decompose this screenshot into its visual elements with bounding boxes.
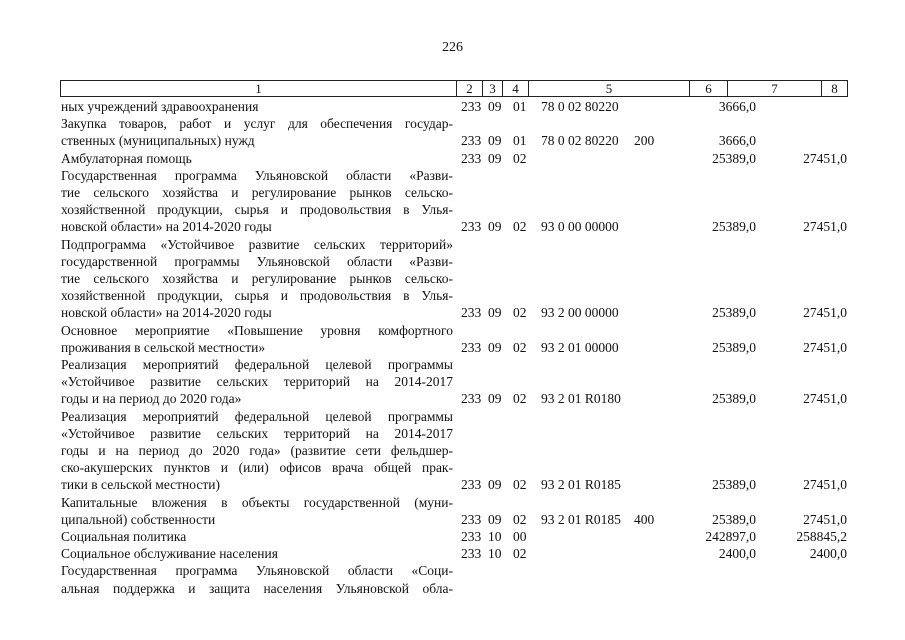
cell-c2: 233	[461, 391, 482, 407]
cell-c3: 09	[488, 511, 502, 527]
cell-c5: 78 0 02 80220	[541, 133, 619, 149]
cell-c5: 78 0 02 80220	[541, 98, 619, 114]
row-name	[61, 528, 453, 545]
cell-c2: 233	[461, 511, 482, 527]
cell-c4: 02	[513, 546, 527, 562]
row-name	[61, 167, 453, 236]
row-name-line: ско-акушерских пунктов и (или) офисов врача общей прак-	[61, 460, 453, 476]
row-name-line: «Устойчивое развитие сельских территорий на 2014-2017	[61, 374, 453, 390]
cell-c4: 02	[513, 391, 527, 407]
table-row	[0, 167, 905, 236]
header-col-7: 7	[727, 81, 821, 96]
row-name-line: новской области» на 2014-2020 годы	[61, 219, 272, 235]
cell-c5: 93 2 01 R0185	[541, 477, 621, 493]
row-name-line: хозяйственной продукции, сырья и продовольствия в Улья-	[61, 202, 453, 218]
row-name-line: Социальная политика	[61, 528, 187, 544]
table-header	[60, 80, 848, 97]
header-col-3: 3	[482, 81, 502, 96]
row-name-line: «Устойчивое развитие сельских территорий на 2014-2017	[61, 425, 453, 441]
row-name-line: Государственная программа Ульяновской области «Разви-	[61, 167, 453, 183]
row-name	[61, 545, 453, 562]
cell-c3: 09	[488, 98, 502, 114]
row-name-line: Амбулаторная помощь	[61, 150, 192, 166]
row-name-line: ных учреждений здравоохранения	[61, 99, 259, 114]
cell-c7: 25389,0	[712, 339, 756, 355]
row-name-line: годы и на период до 2020 года» (развитие сети фельдшер-	[61, 442, 453, 458]
cell-c3: 09	[488, 339, 502, 355]
row-name	[61, 322, 453, 356]
cell-c2: 233	[461, 528, 482, 544]
cell-c8: 27451,0	[803, 391, 847, 407]
table-row	[0, 236, 905, 322]
cell-c4: 02	[513, 511, 527, 527]
table-row	[0, 115, 905, 149]
cell-c2: 233	[461, 339, 482, 355]
cell-c3: 10	[488, 528, 502, 544]
cell-c7: 3666,0	[718, 133, 756, 149]
cell-c7: 25389,0	[712, 150, 756, 166]
row-name	[61, 356, 453, 408]
cell-c2: 233	[461, 305, 482, 321]
cell-c7: 2400,0	[718, 546, 756, 562]
cell-c4: 02	[513, 477, 527, 493]
cell-c3: 09	[488, 391, 502, 407]
row-name-line: Социальное обслуживание населения	[61, 546, 278, 562]
cell-c7: 25389,0	[712, 391, 756, 407]
table-row	[0, 528, 905, 545]
cell-c4: 01	[513, 98, 527, 114]
cell-c3: 09	[488, 133, 502, 149]
row-name-line: государственной программы Ульяновской области «Разви-	[61, 253, 453, 269]
cell-c8: 27451,0	[803, 305, 847, 321]
cell-c3: 09	[488, 477, 502, 493]
cell-c5: 93 2 01 R0185	[541, 511, 621, 527]
header-col-8: 8	[821, 81, 847, 96]
row-name-line: Реализация мероприятий федеральной целевой программы	[61, 408, 453, 424]
cell-c8: 258845,2	[796, 528, 847, 544]
cell-c8: 2400,0	[809, 546, 847, 562]
row-name-line: альная поддержка и защита населения Ульяновской обла-	[61, 580, 453, 596]
table-body	[0, 98, 905, 597]
row-name	[61, 98, 453, 115]
cell-c8: 27451,0	[803, 511, 847, 527]
header-col-6: 6	[689, 81, 727, 96]
cell-c2: 233	[461, 546, 482, 562]
cell-c7: 3666,0	[718, 98, 756, 114]
cell-c3: 10	[488, 546, 502, 562]
cell-c2: 233	[461, 133, 482, 149]
cell-c7: 242897,0	[705, 528, 756, 544]
cell-c4: 02	[513, 305, 527, 321]
row-name-line: ственных (муниципальных) нужд	[61, 133, 255, 149]
cell-c4: 01	[513, 133, 527, 149]
page-number: 226	[442, 40, 463, 55]
cell-c8: 27451,0	[803, 150, 847, 166]
cell-c2: 233	[461, 150, 482, 166]
row-name-line: хозяйственной продукции, сырья и продовольствия в Улья-	[61, 288, 453, 304]
row-name-line: ципальной) собственности	[61, 511, 216, 527]
table-row	[0, 494, 905, 528]
row-name	[61, 115, 453, 149]
cell-c3: 09	[488, 305, 502, 321]
cell-c2: 233	[461, 98, 482, 114]
cell-c7: 25389,0	[712, 219, 756, 235]
cell-c5: 93 2 01 R0180	[541, 391, 621, 407]
row-name-line: Капитальные вложения в объекты государственной (муни-	[61, 494, 453, 510]
cell-c4: 02	[513, 339, 527, 355]
cell-c6: 200	[634, 133, 655, 149]
cell-c4: 02	[513, 150, 527, 166]
cell-c7: 25389,0	[712, 511, 756, 527]
row-name-line: Подпрограмма «Устойчивое развитие сельских территорий»	[61, 236, 453, 252]
cell-c2: 233	[461, 477, 482, 493]
row-name-line: годы и на период до 2020 года»	[61, 391, 242, 407]
row-name	[61, 150, 453, 167]
cell-c3: 09	[488, 219, 502, 235]
cell-c5: 93 2 00 00000	[541, 305, 619, 321]
cell-c8: 27451,0	[803, 339, 847, 355]
row-name-line: тие сельского хозяйства и регулирование рынков сельско-	[61, 270, 453, 286]
table-row	[0, 322, 905, 356]
row-name-line: Закупка товаров, работ и услуг для обеспечения государ-	[61, 116, 453, 132]
row-name-line: Государственная программа Ульяновской области «Соци-	[61, 563, 453, 579]
row-name	[61, 494, 453, 528]
cell-c4: 00	[513, 528, 527, 544]
table-row	[0, 408, 905, 494]
row-name	[61, 562, 453, 596]
cell-c8: 27451,0	[803, 477, 847, 493]
header-col-5: 5	[528, 81, 689, 96]
cell-c7: 25389,0	[712, 305, 756, 321]
cell-c2: 233	[461, 219, 482, 235]
row-name-line: Реализация мероприятий федеральной целевой программы	[61, 356, 453, 372]
cell-c4: 02	[513, 219, 527, 235]
table-row	[0, 150, 905, 167]
row-name	[61, 236, 453, 322]
header-col-2: 2	[456, 81, 482, 96]
cell-c6: 400	[634, 511, 655, 527]
row-name-line: новской области» на 2014-2020 годы	[61, 305, 272, 321]
cell-c5: 93 2 01 00000	[541, 339, 619, 355]
table-row	[0, 562, 905, 596]
row-name-line: тики в сельской местности)	[61, 477, 220, 493]
row-name	[61, 408, 453, 494]
cell-c5: 93 0 00 00000	[541, 219, 619, 235]
cell-c7: 25389,0	[712, 477, 756, 493]
cell-c8: 27451,0	[803, 219, 847, 235]
row-name-line: проживания в сельской местности»	[61, 339, 266, 355]
header-col-1: 1	[255, 81, 262, 96]
table-row	[0, 545, 905, 562]
table-row	[0, 98, 905, 115]
table-row	[0, 356, 905, 408]
header-col-4: 4	[502, 81, 528, 96]
cell-c3: 09	[488, 150, 502, 166]
row-name-line: тие сельского хозяйства и регулирование рынков сельско-	[61, 184, 453, 200]
row-name-line: Основное мероприятие «Повышение уровня комфортного	[61, 322, 453, 338]
